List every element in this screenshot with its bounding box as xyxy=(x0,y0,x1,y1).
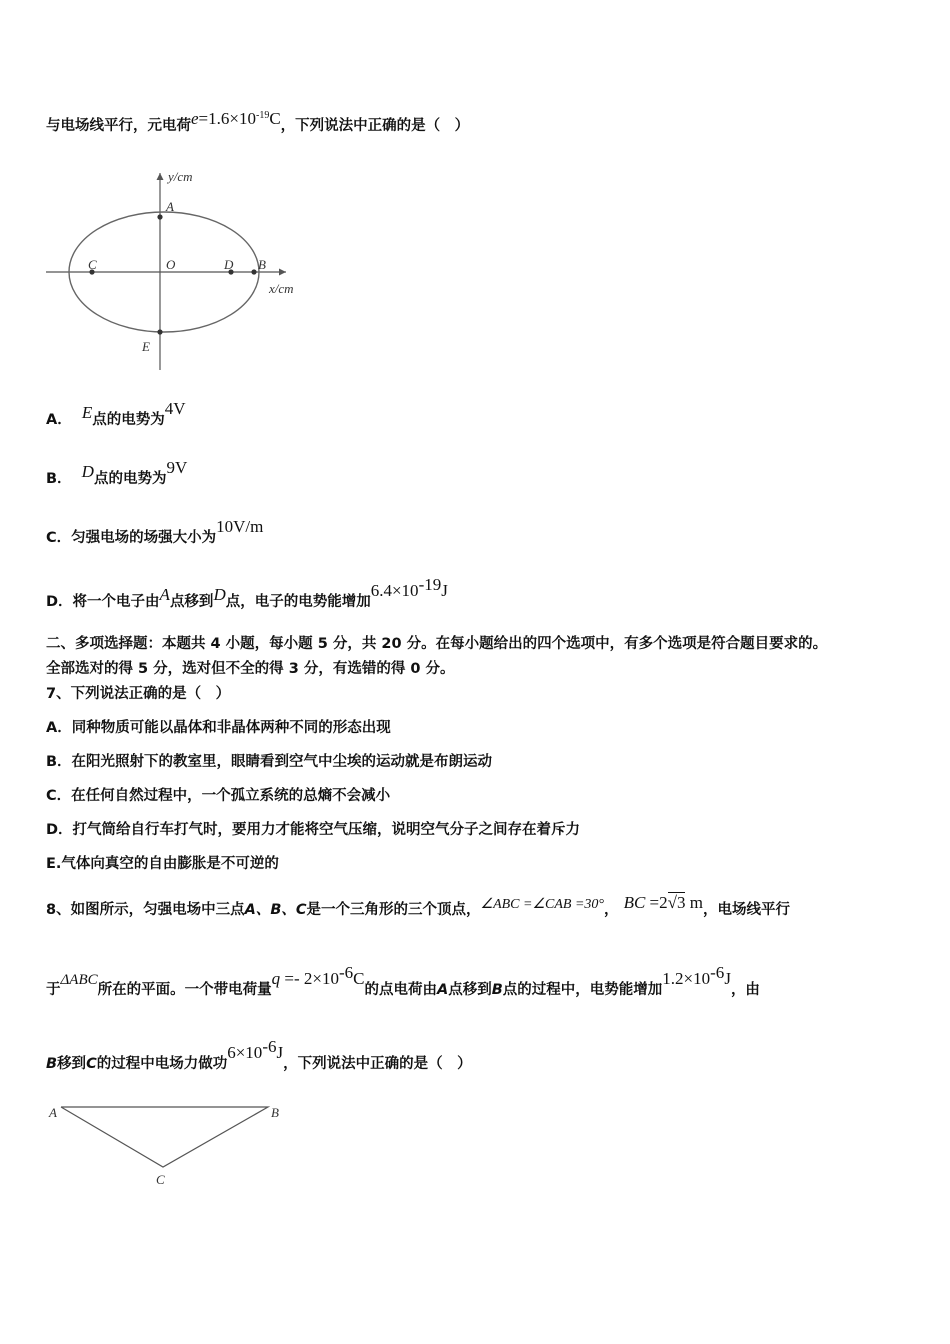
q8-text-3: 的点电荷由 xyxy=(364,981,437,998)
option-exponent: -19 xyxy=(418,575,442,594)
charge-exponent: -19 xyxy=(255,110,270,122)
option-symbol: D xyxy=(81,462,94,481)
work-unit: J xyxy=(276,1042,284,1062)
q8-text-3: ，电场线平行 xyxy=(702,902,790,918)
triangle xyxy=(61,1107,268,1167)
option-text: 点的电势为 xyxy=(92,412,165,428)
sqrt-radicand: 3 xyxy=(676,893,686,912)
q-exponent: -6 xyxy=(338,963,354,982)
energy-unit: J xyxy=(724,968,731,988)
q8-text-4: 点移到 xyxy=(448,981,492,998)
option-text: 点的电势为 xyxy=(93,471,167,487)
q8-line3 xyxy=(46,1037,472,1073)
q8-text-5: 点的过程中，电势能增加 xyxy=(502,981,663,998)
q8-text-6: ，由 xyxy=(730,981,760,998)
option-value: 4V xyxy=(164,399,186,418)
triangle-figure xyxy=(40,1095,300,1195)
option-value: 6.4×10 xyxy=(370,580,419,600)
charge-unit: C xyxy=(269,109,281,128)
q7-option-d[interactable]: D．打气筒给自行车打气时，要用力才能将空气压缩，说明空气分子之间存在着斥力 xyxy=(46,822,581,838)
charge-symbol: e xyxy=(191,109,199,128)
point-a-dot xyxy=(157,214,162,219)
q-symbol: q xyxy=(271,968,281,988)
q-unit: C xyxy=(353,968,365,988)
triangle-symbol: ΔABC xyxy=(60,971,98,988)
work-exponent: -6 xyxy=(262,1037,277,1056)
q7-option-e[interactable]: E.气体向真空的自由膨胀是不可逆的 xyxy=(46,856,279,872)
q8-text: 移到 xyxy=(57,1055,87,1072)
point-b-dot xyxy=(251,269,256,274)
option-letter: D． xyxy=(46,593,73,610)
option-symbol-d: D xyxy=(213,584,226,604)
option-text-b: 点移到 xyxy=(169,593,214,610)
q8-text-2: 所在的平面。一个带电荷量 xyxy=(97,981,272,998)
q-value: =- 2×10 xyxy=(280,968,339,988)
option-unit: J xyxy=(441,580,448,600)
q8-sep: ， xyxy=(604,902,619,918)
point-c-label: C xyxy=(88,257,97,272)
work-value: 6×10 xyxy=(227,1042,263,1062)
q7-option-a[interactable]: A．同种物质可能以晶体和非晶体两种不同的形态出现 xyxy=(46,720,391,736)
q6-option-d[interactable] xyxy=(46,575,448,611)
angle-condition: ∠ABC =∠CAB =30° xyxy=(480,897,604,912)
ellipse-field-figure xyxy=(40,165,310,375)
q8-line2 xyxy=(46,963,760,999)
q7-stem: 7、下列说法正确的是（ ） xyxy=(46,686,231,702)
q6-intro-line xyxy=(46,109,470,135)
point-e-label: E xyxy=(142,339,150,354)
q8-text: 于 xyxy=(46,981,61,998)
point-o-label: O xyxy=(166,257,176,272)
q8-points: A、B、C xyxy=(244,902,307,918)
q6-option-b[interactable] xyxy=(46,458,188,488)
section2-header-line2: 全部选对的得 5 分，选对但不全的得 3 分，有选错的得 0 分。 xyxy=(46,661,455,677)
q8-point-b: B xyxy=(46,1055,58,1072)
point-d-label: D xyxy=(224,257,234,272)
q7-option-b[interactable]: B．在阳光照射下的教室里，眼睛看到空气中尘埃的运动就是布朗运动 xyxy=(46,754,493,770)
x-axis-label: x/cm xyxy=(269,281,294,296)
q8-point-b: B xyxy=(491,981,503,998)
q8-text-2: 是一个三角形的三个顶点， xyxy=(306,902,481,918)
y-axis-label: y/cm xyxy=(168,169,193,184)
q6-intro-text: 与电场线平行，元电荷 xyxy=(46,118,191,134)
bc-unit: m xyxy=(685,893,703,912)
point-b-label: B xyxy=(258,257,266,272)
option-letter: B． xyxy=(46,471,72,487)
q6-option-c[interactable] xyxy=(46,517,264,547)
vertex-b-label: B xyxy=(271,1105,279,1120)
q8-point-c: C xyxy=(86,1055,97,1072)
vertex-a-label: A xyxy=(49,1105,57,1120)
option-letter: C． xyxy=(46,530,72,546)
q8-question-text: ，下列说法中正确的是（ ） xyxy=(283,1055,472,1072)
option-text-c: 点，电子的电势能增加 xyxy=(225,593,371,610)
q7-option-c[interactable]: C．在任何自然过程中，一个孤立系统的总熵不会减小 xyxy=(46,788,391,804)
energy-exponent: -6 xyxy=(710,963,725,982)
option-letter: A． xyxy=(46,412,72,428)
q6-option-a[interactable] xyxy=(46,399,186,429)
q6-question-text: ，下列说法中正确的是（ ） xyxy=(280,118,470,134)
q8-line1 xyxy=(46,893,790,919)
bc-value: =2 xyxy=(645,893,668,912)
q8-point-a: A xyxy=(437,981,449,998)
sqrt-symbol: √3 xyxy=(667,893,686,912)
charge-value: =1.6×10 xyxy=(198,109,256,128)
option-value: 9V xyxy=(166,458,188,477)
q8-text: 8、如图所示，匀强电场中三点 xyxy=(46,902,245,918)
section2-header-line1: 二、多项选择题：本题共 4 小题，每小题 5 分，共 20 分。在每小题给出的四个选项中，有多个选项是符合题目要求的。 xyxy=(46,636,828,652)
energy-value: 1.2×10 xyxy=(662,968,711,988)
point-e-dot xyxy=(157,329,162,334)
q8-text-2: 的过程中电场力做功 xyxy=(96,1055,228,1072)
point-a-label: A xyxy=(166,199,174,214)
option-text: 将一个电子由 xyxy=(72,593,160,610)
bc-symbol: BC xyxy=(623,893,646,912)
option-text: 匀强电场的场强大小为 xyxy=(71,530,217,546)
option-symbol-a: A xyxy=(159,584,170,604)
option-symbol: E xyxy=(81,403,93,422)
option-value: 10V/m xyxy=(216,517,264,536)
vertex-c-label: C xyxy=(156,1172,165,1187)
